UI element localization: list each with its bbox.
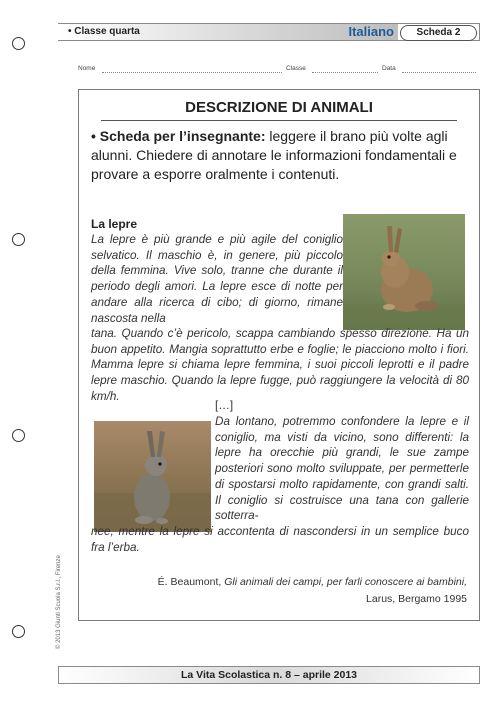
source-citation	[158, 576, 467, 588]
page-header	[58, 23, 480, 41]
binder-hole	[12, 429, 25, 442]
date-field-label: Data	[382, 65, 396, 72]
worksheet-title: DESCRIZIONE DI ANIMALI	[185, 99, 373, 116]
source-title: Gli animali dei campi, per farli conoscere ai bambini,	[224, 576, 467, 588]
class-field-label: Classe	[286, 65, 306, 72]
instruction-text: leggere il brano più volte agli alunni. Chiedere di annotare le informazioni fondamentali e provare a esporre oralmente i contenuti.	[91, 128, 457, 182]
instruction-heading: • Scheda per l’insegnante:	[91, 128, 266, 144]
rabbit-photo	[94, 421, 211, 532]
copyright-notice: © 2013 Giunti Scuola S.r.l., Firenze	[56, 555, 62, 649]
date-field[interactable]	[402, 72, 476, 73]
teacher-instruction	[91, 127, 467, 184]
hare-photo	[343, 214, 465, 330]
class-label: • Classe quarta	[68, 26, 140, 37]
reading-paragraph: La lepre è più grande e più agile del coniglio selvatico. Il maschio è, in genere, più piccolo della femmina. Vive solo, tranne che durante il periodo degli amori. La lepre esce di notte per andare alla ricerca di cibo; di giorno, rimane nascosta nella	[91, 233, 343, 325]
worksheet-card	[78, 89, 480, 621]
reading-paragraph: Da lontano, potremmo confondere la lepre e il coniglio, ma visti da vicino, sono differenti: la lepre ha orecchie più grandi, le sue zampe posteriori sono molto sviluppate, per permetterle di spostarsi molto rapidamente, con grandi salti. Il coniglio si costruisce una tana con gallerie sotterra-	[215, 415, 469, 523]
binder-hole	[12, 625, 25, 638]
class-field[interactable]	[312, 72, 378, 73]
page-footer: La Vita Scolastica n. 8 – aprile 2013	[58, 666, 480, 684]
sheet-badge: Scheda 2	[400, 25, 477, 41]
binder-hole	[12, 37, 25, 50]
reading-paragraph: tana. Quando c’è pericolo, scappa cambiando spesso direzione. Ha un buon appetito. Mangia soprattutto erbe e foglie; le piacciono molto i fiori. Mamma lepre si chiama lepre femmina, i suoi piccoli leprotti e il padre lepre maschio. Quando la lepre fugge, può raggiungere la velocità di 80 km/h.	[91, 327, 469, 403]
source-publisher: Larus, Bergamo 1995	[366, 593, 467, 605]
binder-hole	[12, 233, 25, 246]
name-field-label: Nome	[78, 65, 96, 72]
source-author: É. Beaumont,	[157, 576, 222, 588]
reading-paragraph: nee, mentre la lepre si accontenta di nascondersi in un semplice buco fra l’erba.	[91, 525, 469, 554]
subject-label: Italiano	[348, 24, 394, 39]
omission-mark: […]	[215, 399, 234, 412]
reading-title: La lepre	[91, 217, 138, 231]
name-field[interactable]	[102, 72, 282, 73]
title-divider	[101, 120, 457, 121]
student-fields	[78, 65, 478, 75]
